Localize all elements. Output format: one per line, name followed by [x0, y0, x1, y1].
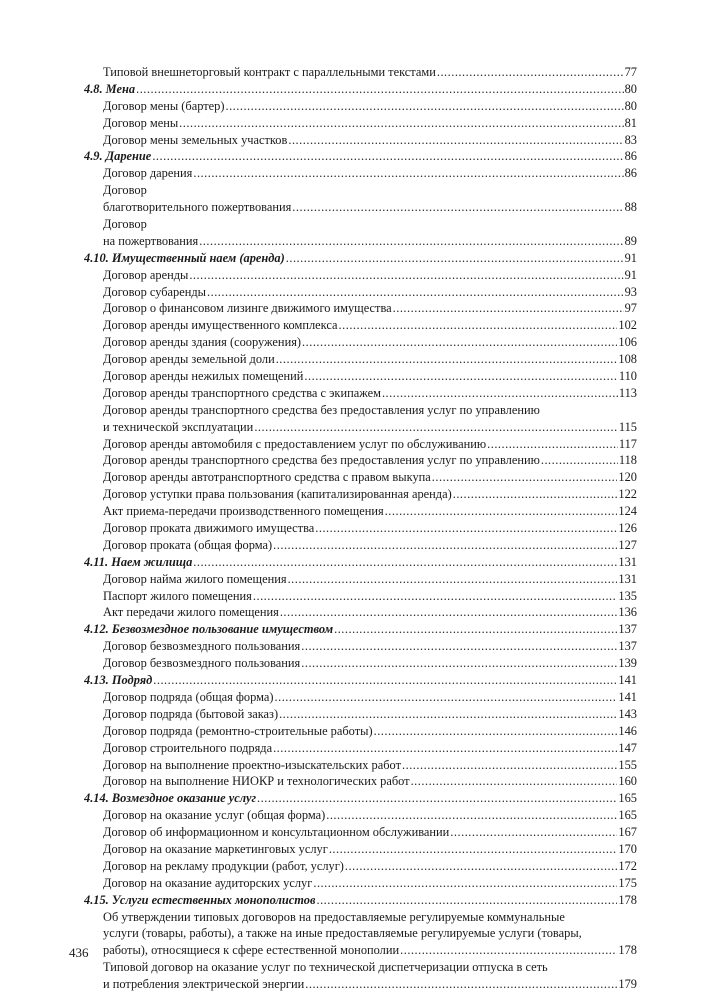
toc-entry-title: Договор дарения: [103, 166, 193, 181]
toc-entry-title: Договор о финансовом лизинге движимого имущества: [103, 301, 392, 316]
toc-page-number: 77: [624, 64, 637, 79]
toc-entry-title: Договор строительного подряда: [103, 740, 273, 755]
toc-entry-title: благотворительного пожертвования: [103, 200, 292, 215]
toc-entry: [84, 317, 637, 334]
toc-entry-title: Акт передачи жилого помещения: [103, 605, 279, 620]
toc-section-heading: [84, 621, 637, 638]
dot-leader: [273, 740, 617, 757]
dot-leader: [316, 892, 617, 909]
dot-leader: [313, 875, 617, 892]
dot-leader: [136, 81, 624, 98]
toc-entry: [84, 351, 637, 368]
toc-page-number: 179: [618, 977, 637, 992]
dot-leader: [334, 621, 617, 638]
toc-entry-title: Договор безвозмездного пользования: [103, 656, 301, 671]
toc-entry: [84, 503, 637, 520]
toc-entry-title: Договор аренды автотранспортного средства с правом выкупа: [103, 470, 431, 485]
toc-entry-title: Договор проката движимого имущества: [103, 521, 315, 536]
toc-entry-title: Договор найма жилого помещения: [103, 571, 287, 586]
toc-page-number: 172: [618, 858, 637, 873]
toc-page-number: 113: [618, 385, 637, 400]
dot-leader: [257, 790, 617, 807]
dot-leader: [288, 571, 618, 588]
toc-entry-title: Договор аренды земельной доли: [103, 352, 275, 367]
toc-continuation-line: Договор: [103, 217, 147, 232]
toc-page-number: 126: [618, 521, 637, 536]
toc-page-number: 91: [624, 250, 637, 265]
toc-entry-title: Договор аренды транспортного средства с экипажем: [103, 385, 381, 400]
toc-page-number: 124: [618, 504, 637, 519]
dot-leader: [374, 723, 618, 740]
toc-page-number: 137: [618, 622, 637, 637]
toc-continuation-line: услуги (товары, работы), а также на иные предоставляемые регулируемые услуги (товары,: [103, 926, 582, 941]
toc-entry: [84, 807, 637, 824]
toc-page-number: 135: [618, 588, 637, 603]
dot-leader: [432, 469, 618, 486]
toc-entry-title: Договор на выполнение НИОКР и технологических работ: [103, 774, 410, 789]
dot-leader: [152, 148, 623, 165]
toc-page-number: 118: [618, 453, 637, 468]
toc-section-heading: [84, 148, 637, 165]
toc-page-number: 117: [618, 436, 637, 451]
dot-leader: [326, 807, 617, 824]
toc-page-number: 110: [618, 369, 637, 384]
toc-entry: [84, 115, 637, 132]
toc-entry: [84, 165, 637, 182]
toc-entry: [84, 638, 637, 655]
dot-leader: [189, 267, 623, 284]
toc-page-number: 88: [624, 200, 637, 215]
dot-leader: [382, 385, 618, 402]
dot-leader: [487, 436, 618, 453]
toc-page-number: 141: [618, 689, 637, 704]
toc-page-number: 106: [618, 335, 637, 350]
toc-entry-title: 4.10. Имущественный наем (аренда): [84, 250, 285, 265]
toc-entry: [84, 520, 637, 537]
toc-entry: [84, 385, 637, 402]
page-number: 436: [69, 945, 89, 960]
toc-section-heading: [84, 250, 637, 267]
dot-leader: [276, 351, 618, 368]
toc-entry-title: 4.8. Мена: [84, 81, 136, 96]
toc-entry-title: Договор субаренды: [103, 284, 206, 299]
toc-entry-title: Паспорт жилого помещения: [103, 588, 252, 603]
toc-entry: [84, 419, 637, 436]
dot-leader: [437, 64, 624, 81]
dot-leader: [193, 165, 623, 182]
toc-page-number: 131: [618, 554, 637, 569]
toc-section-heading: [84, 892, 637, 909]
toc-page-number: 80: [624, 81, 637, 96]
dot-leader: [207, 284, 624, 301]
dot-leader: [402, 757, 617, 774]
toc-entry: [84, 571, 637, 588]
toc-entry-title: Договор проката (общая форма): [103, 537, 273, 552]
toc-page-number: 89: [624, 233, 637, 248]
toc-entry: [84, 64, 637, 81]
dot-leader: [453, 486, 618, 503]
toc-continuation-line: Об утверждении типовых договоров на предоставляемые регулируемые коммунальные: [103, 909, 565, 924]
toc-page-number: 160: [618, 774, 637, 789]
toc-entry-title: Договор подряда (общая форма): [103, 689, 274, 704]
toc-entry: [84, 267, 637, 284]
dot-leader: [199, 233, 623, 250]
toc-page-number: 122: [618, 487, 637, 502]
toc-entry: [84, 284, 637, 301]
toc-page-number: 170: [618, 841, 637, 856]
toc-entry: [84, 942, 637, 959]
toc-entry: [84, 605, 637, 622]
toc-entry: [84, 486, 637, 503]
toc-entry-title: Акт приема-передачи производственного помещения: [103, 504, 384, 519]
dot-leader: [288, 132, 623, 149]
toc-entry-title: и потребления электрической энергии: [103, 977, 305, 992]
toc-entry: [84, 300, 637, 317]
toc-page-number: 115: [618, 419, 637, 434]
toc-entry-title: Договор аренды нежилых помещений: [103, 369, 304, 384]
toc-entry: [84, 334, 637, 351]
toc-entry-title: 4.15. Услуги естественных монополистов: [84, 892, 316, 907]
dot-leader: [393, 300, 624, 317]
toc-entry-title: Договор мены (бартер): [103, 98, 225, 113]
toc-page-number: 91: [624, 267, 637, 282]
toc-page-number: 165: [618, 808, 637, 823]
toc-entry: [84, 469, 637, 486]
toc-entry-title: Типовой внешнеторговый контракт с параллельными текстами: [103, 64, 436, 79]
toc-entry-title: Договор безвозмездного пользования: [103, 639, 301, 654]
toc-entry-title: Договор мены земельных участков: [103, 132, 288, 147]
toc-page-number: 178: [618, 892, 637, 907]
dot-leader: [153, 672, 617, 689]
toc-page-number: 86: [624, 166, 637, 181]
toc-entry: [84, 132, 637, 149]
toc-entry-title: работы), относящиеся к сфере естественной монополии: [103, 943, 400, 958]
toc-entry-title: Договор мены: [103, 115, 179, 130]
dot-leader: [304, 368, 617, 385]
toc-page-number: 167: [618, 825, 637, 840]
toc-page-number: 102: [618, 318, 637, 333]
toc-page-number: 139: [618, 656, 637, 671]
toc-entry: [84, 368, 637, 385]
toc-entry-title: Договор аренды автомобиля с предоставлением услуг по обслуживанию: [103, 436, 487, 451]
toc-entry-title: Договор аренды здания (сооружения): [103, 335, 302, 350]
dot-leader: [254, 419, 618, 436]
dot-leader: [302, 334, 617, 351]
dot-leader: [450, 824, 617, 841]
dot-leader: [345, 858, 617, 875]
dot-leader: [286, 250, 624, 267]
dot-leader: [292, 199, 623, 216]
toc-entry: [84, 824, 637, 841]
toc-page-number: 147: [618, 740, 637, 755]
toc-entry-title: на пожертвования: [103, 233, 199, 248]
dot-leader: [279, 706, 617, 723]
toc-section-heading: [84, 790, 637, 807]
toc-entry: [84, 875, 637, 892]
toc-entry-title: Договор подряда (бытовой заказ): [103, 706, 279, 721]
toc-entry-title: Договор на выполнение проектно-изыскательских работ: [103, 757, 402, 772]
dot-leader: [315, 520, 617, 537]
toc-entry-title: Договор на рекламу продукции (работ, услуг): [103, 858, 344, 873]
toc-entry-title: Договор уступки права пользования (капитализированная аренда): [103, 487, 452, 502]
toc-entry-title: Договор аренды: [103, 267, 189, 282]
toc-page-number: 175: [618, 875, 637, 890]
toc-entry-title: 4.13. Подряд: [84, 673, 153, 688]
dot-leader: [411, 773, 618, 790]
toc-page-number: 178: [618, 943, 637, 958]
toc-entry: [84, 655, 637, 672]
toc-entry-title: 4.9. Дарение: [84, 149, 152, 164]
toc-entry: [84, 976, 637, 993]
toc-page-number: 165: [618, 791, 637, 806]
toc-page-number: 131: [618, 571, 637, 586]
dot-leader: [400, 942, 617, 959]
toc-entry: [84, 233, 637, 250]
toc-page-number: 141: [618, 673, 637, 688]
toc-entry: [84, 98, 637, 115]
toc-entry: [84, 723, 637, 740]
toc-entry-title: Договор на оказание маркетинговых услуг: [103, 841, 328, 856]
toc-entry-title: Договор на оказание услуг (общая форма): [103, 808, 326, 823]
toc-continuation-line: Договор: [103, 183, 147, 198]
toc-entry: [84, 740, 637, 757]
toc-continuation-line: Типовой договор на оказание услуг по технической диспетчеризации отпуска в сеть: [103, 960, 548, 975]
toc-page-number: 80: [624, 98, 637, 113]
toc-page-number: 143: [618, 706, 637, 721]
dot-leader: [179, 115, 623, 132]
toc-entry-title: Договор аренды имущественного комплекса: [103, 318, 338, 333]
toc-entry: [84, 537, 637, 554]
toc-entry: [84, 452, 637, 469]
dot-leader: [280, 604, 618, 621]
toc-section-heading: [84, 554, 637, 571]
dot-leader: [225, 98, 623, 115]
toc-page-number: 81: [624, 115, 637, 130]
dot-leader: [273, 537, 617, 554]
toc-page-number: 120: [618, 470, 637, 485]
toc-entry-title: Договор об информационном и консультационном обслуживании: [103, 825, 450, 840]
dot-leader: [275, 689, 618, 706]
dot-leader: [541, 452, 618, 469]
toc-page-number: 108: [618, 352, 637, 367]
dot-leader: [193, 554, 617, 571]
toc-page-number: 137: [618, 639, 637, 654]
toc-entry: [84, 841, 637, 858]
toc-entry: [84, 199, 637, 216]
table-of-contents: [84, 64, 637, 993]
dot-leader: [339, 317, 618, 334]
toc-entry-title: Договор на оказание аудиторских услуг: [103, 875, 313, 890]
dot-leader: [329, 841, 618, 858]
toc-section-heading: [84, 672, 637, 689]
toc-entry-title: 4.14. Возмездное оказание услуг: [84, 791, 257, 806]
toc-entry-title: Договор подряда (ремонтно-строительные работы): [103, 723, 373, 738]
toc-entry: [84, 773, 637, 790]
toc-page-number: 155: [618, 757, 637, 772]
toc-continuation-line: Договор аренды транспортного средства без предоставления услуг по управлению: [103, 402, 540, 417]
toc-page-number: 86: [624, 149, 637, 164]
dot-leader: [253, 588, 618, 605]
toc-section-heading: [84, 81, 637, 98]
toc-entry: [84, 757, 637, 774]
toc-entry-title: 4.11. Наем жилища: [84, 554, 193, 569]
toc-page-number: 97: [624, 301, 637, 316]
toc-page-number: 127: [618, 537, 637, 552]
toc-entry: [84, 706, 637, 723]
toc-entry: [84, 689, 637, 706]
toc-page-number: 136: [618, 605, 637, 620]
toc-entry: [84, 858, 637, 875]
toc-page-number: 93: [624, 284, 637, 299]
dot-leader: [301, 655, 617, 672]
toc-entry: [84, 436, 637, 453]
dot-leader: [301, 638, 617, 655]
toc-entry-title: 4.12. Безвозмездное пользование имуществом: [84, 622, 334, 637]
toc-entry: [84, 588, 637, 605]
dot-leader: [305, 976, 617, 993]
toc-entry-title: и технической эксплуатации: [103, 419, 254, 434]
toc-entry-title: Договор аренды транспортного средства без предоставления услуг по управлению: [103, 453, 540, 468]
toc-page-number: 83: [624, 132, 637, 147]
toc-page-number: 146: [618, 723, 637, 738]
dot-leader: [385, 503, 618, 520]
